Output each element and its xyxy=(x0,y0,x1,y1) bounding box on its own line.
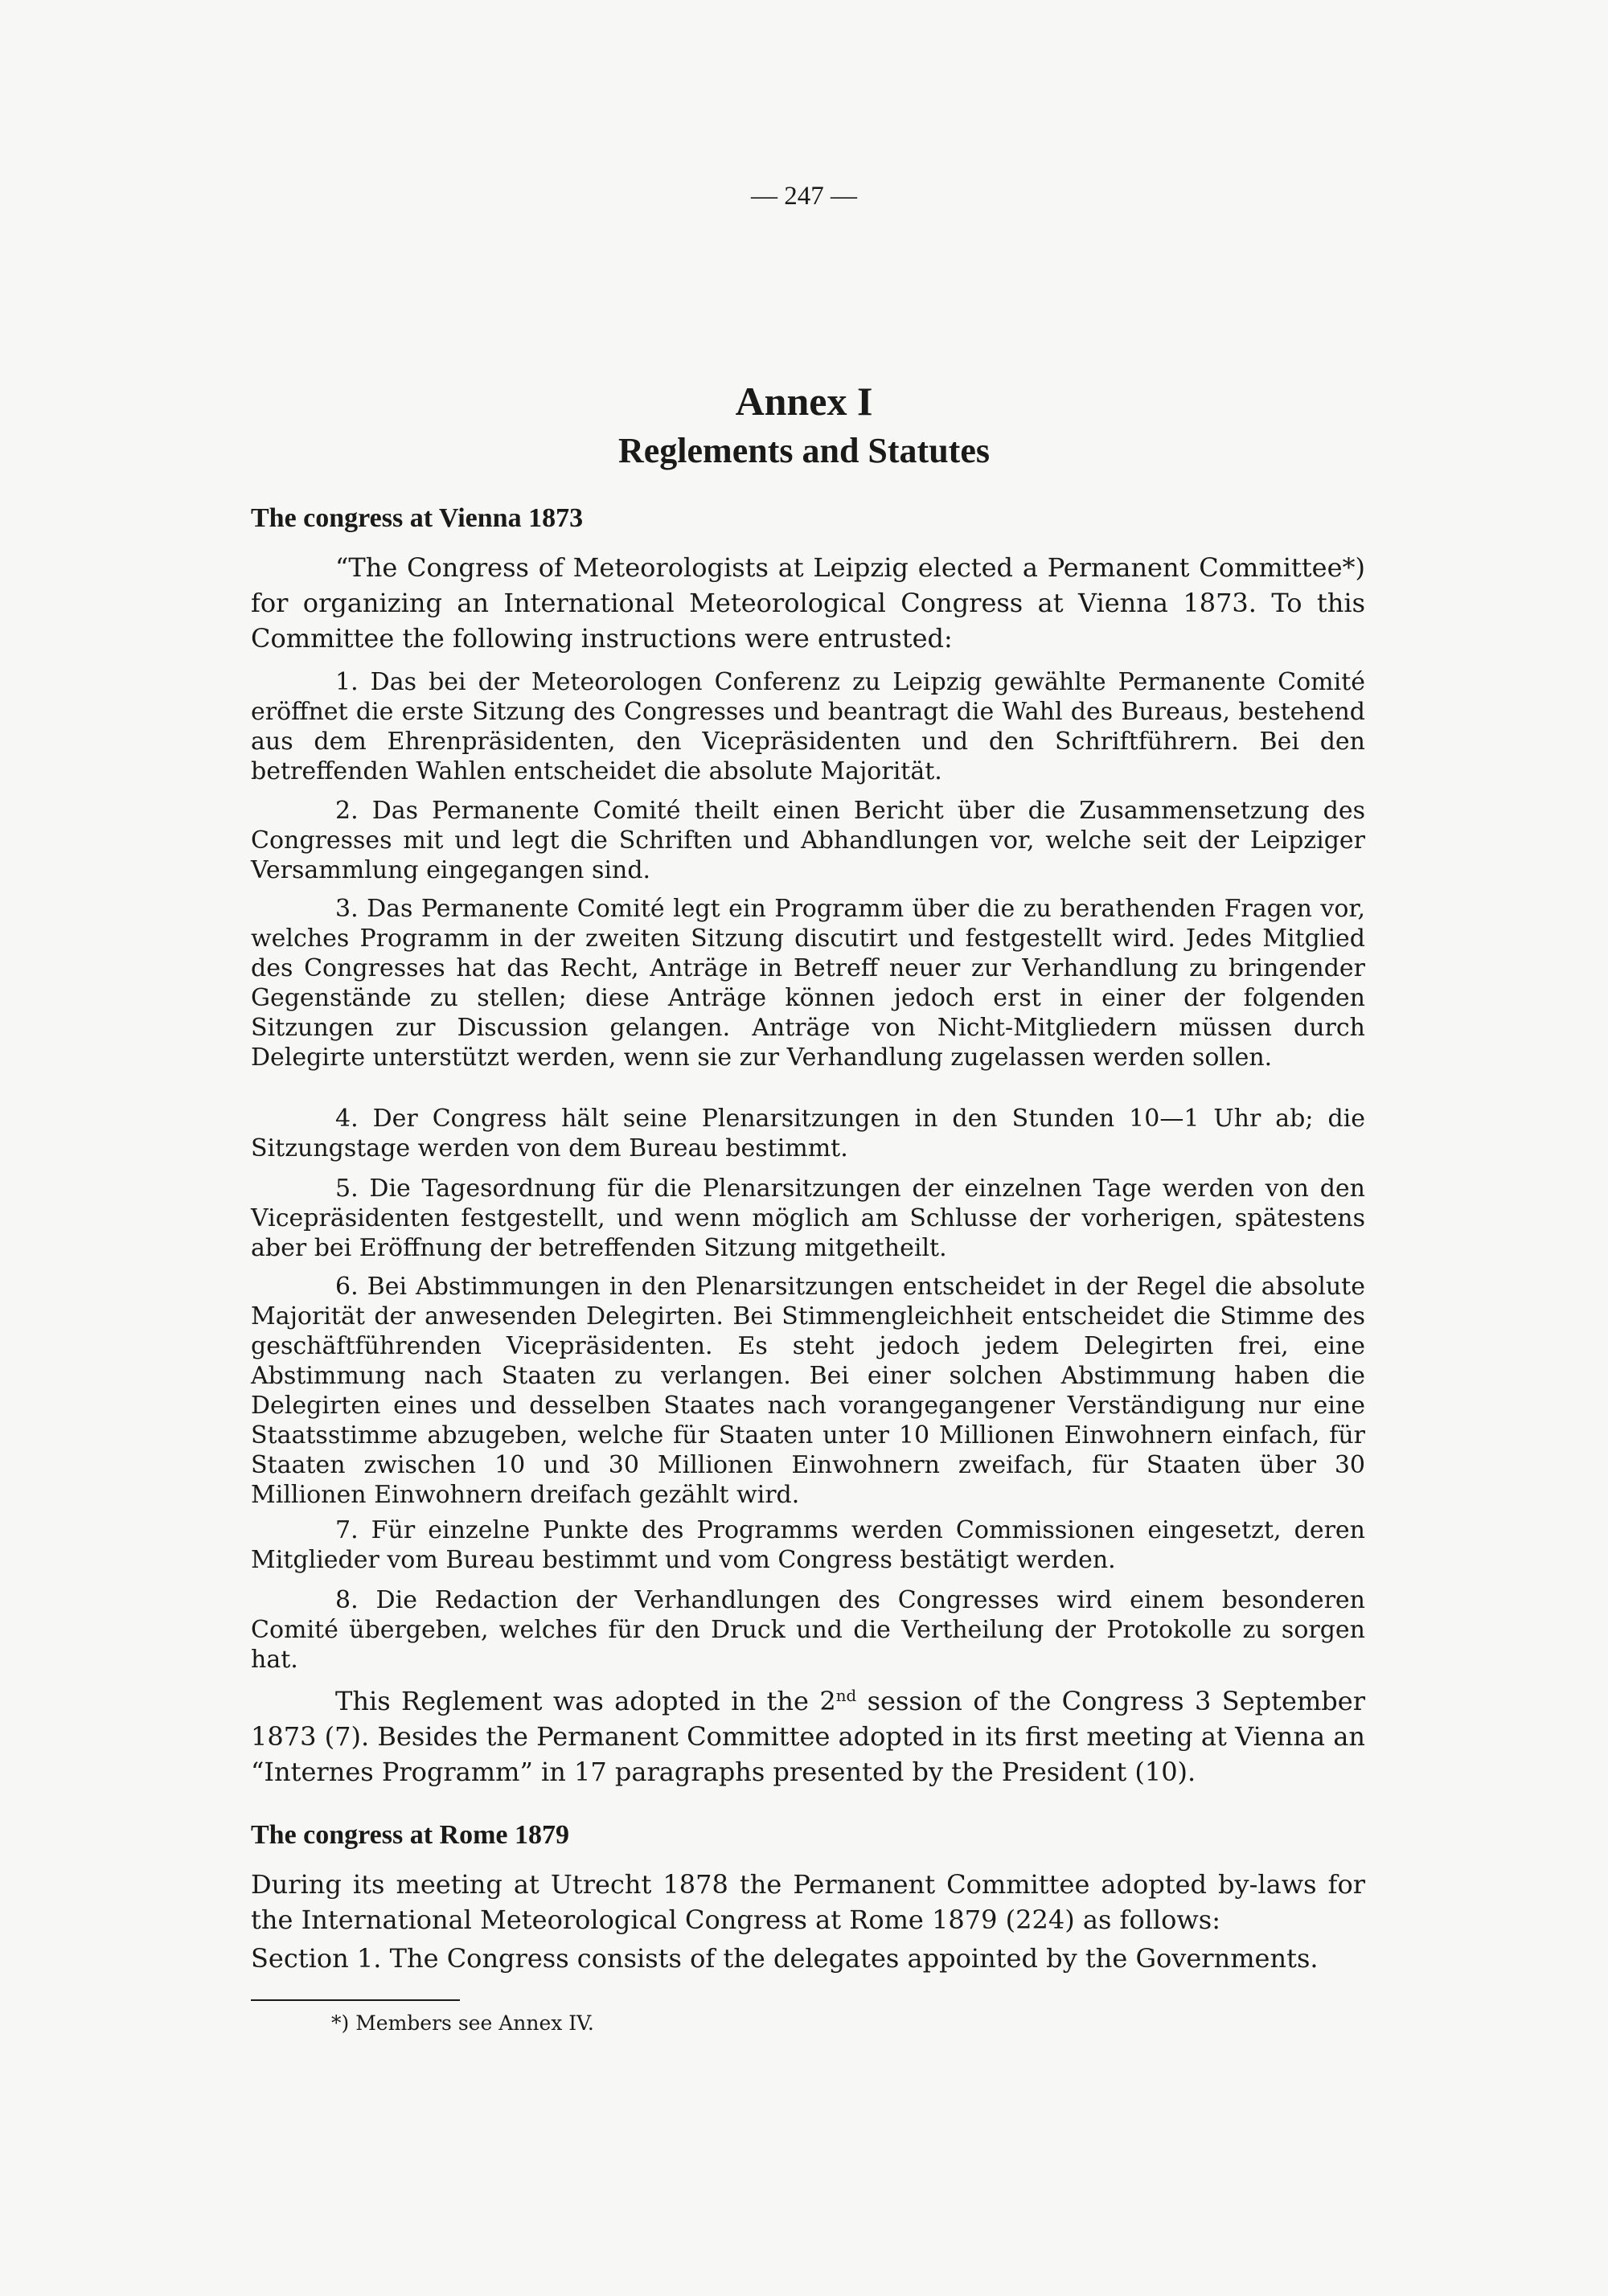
vienna-intro-paragraph: “The Congress of Meteorologists at Leipzig elected a Permanent Committee*) for organizing an International Meteorological Congress at Vienna 1873. To this Committee the following instructions were entrusted: xyxy=(251,552,1365,654)
reglement-item-1: 1. Das bei der Meteorologen Conferenz zu Leipzig gewählte Permanente Comité eröffnet die erste Sitzung des Congresses und beantragt die Wahl des Bureaus, bestehend aus dem Ehrenpräsidenten, den Vicepräsidenten und den Schriftführern. Bei den betreffenden Wahlen entscheidet die absolute Majorität. xyxy=(251,668,1365,785)
annex-subtitle: Reglements and Statutes xyxy=(618,431,990,470)
annex-title: Annex I xyxy=(735,379,873,424)
reglement-item-6: 6. Bei Abstimmungen in den Plenarsitzungen entscheidet in der Regel die absolute Majorität der anwesenden Delegirten. Bei Stimmengleichheit entscheidet die Stimme des geschäftführenden Vicepräsidenten. Es steht jedoch jedem Delegirten frei, eine Abstimmung nach Staaten zu verlangen. Bei einer solchen Abstimmung haben die Delegirten eines und desselben Staates nach vorangegangener Verständigung nur eine Staatsstimme abzugeben, welche für Staaten unter 10 Millionen Einwohnern einfach, für Staaten zwischen 10 und 30 Millionen Einwohnern zweifach, für Staaten über 30 Millionen Einwohnern dreifach gezählt wird. xyxy=(251,1273,1365,1509)
vienna-closing-paragraph: This Reglement was adopted in the 2nd session of the Congress 3 September 1873 (7). Besides the Permanent Committee adopted in its first meeting at Vienna an “Internes Programm” in 17 paragraphs presented by the President (10). xyxy=(251,1686,1366,1787)
reglement-item-4: 4. Der Congress hält seine Plenarsitzungen in den Stunden 10—1 Uhr ab; die Sitzungstage werden von dem Bureau bestimmt. xyxy=(251,1105,1365,1162)
reglement-item-8: 8. Die Redaction der Verhandlungen des Congresses wird einem besonderen Comité übergeben, welches für den Druck und die Vertheilung der Protokolle zu sorgen hat. xyxy=(251,1586,1365,1674)
rome-intro-paragraph: During its meeting at Utrecht 1878 the Permanent Committee adopted by-laws for the International Meteorological Congress at Rome 1879 (224) as follows: xyxy=(251,1869,1365,1935)
rome-section-1: Section 1. The Congress consists of the delegates appointed by the Governments. xyxy=(251,1943,1319,1974)
section-heading-rome: The congress at Rome 1879 xyxy=(251,1820,569,1850)
reglement-item-7: 7. Für einzelne Punkte des Programms werden Commissionen eingesetzt, deren Mitglieder vom Bureau bestimmt und vom Congress bestätigt werden. xyxy=(251,1516,1365,1574)
section-heading-vienna: The congress at Vienna 1873 xyxy=(251,503,584,533)
footnote: *) Members see Annex IV. xyxy=(331,2011,594,2035)
footnote-divider xyxy=(251,1999,460,2001)
reglement-item-5: 5. Die Tagesordnung für die Plenarsitzungen der einzelnen Tage werden von den Vicepräsidenten festgestellt, und wenn möglich am Schlusse der vorherigen, spätestens aber bei Eröffnung der betreffenden Sitzung mitgetheilt. xyxy=(251,1175,1365,1262)
reglement-item-2: 2. Das Permanente Comité theilt einen Bericht über die Zusammensetzung des Congresses mit und legt die Schriften und Abhandlungen vor, welche seit der Leipziger Versammlung eingegangen sind. xyxy=(251,797,1365,884)
reglement-item-3: 3. Das Permanente Comité legt ein Programm über die zu berathenden Fragen vor, welches Programm in der zweiten Sitzung discutirt und festgestellt wird. Jedes Mitglied des Congresses hat das Recht, Anträge in Betreff neuer zur Verhandlung zu bringender Gegenstände zu stellen; diese Anträge können jedoch erst in einer der folgenden Sitzungen zur Discussion gelangen. Anträge von Nicht-Mitgliedern müssen durch Delegirte unterstützt werden, wenn sie zur Verhandlung zugelassen werden sollen. xyxy=(251,895,1365,1072)
page-number: — 247 — xyxy=(751,182,857,211)
